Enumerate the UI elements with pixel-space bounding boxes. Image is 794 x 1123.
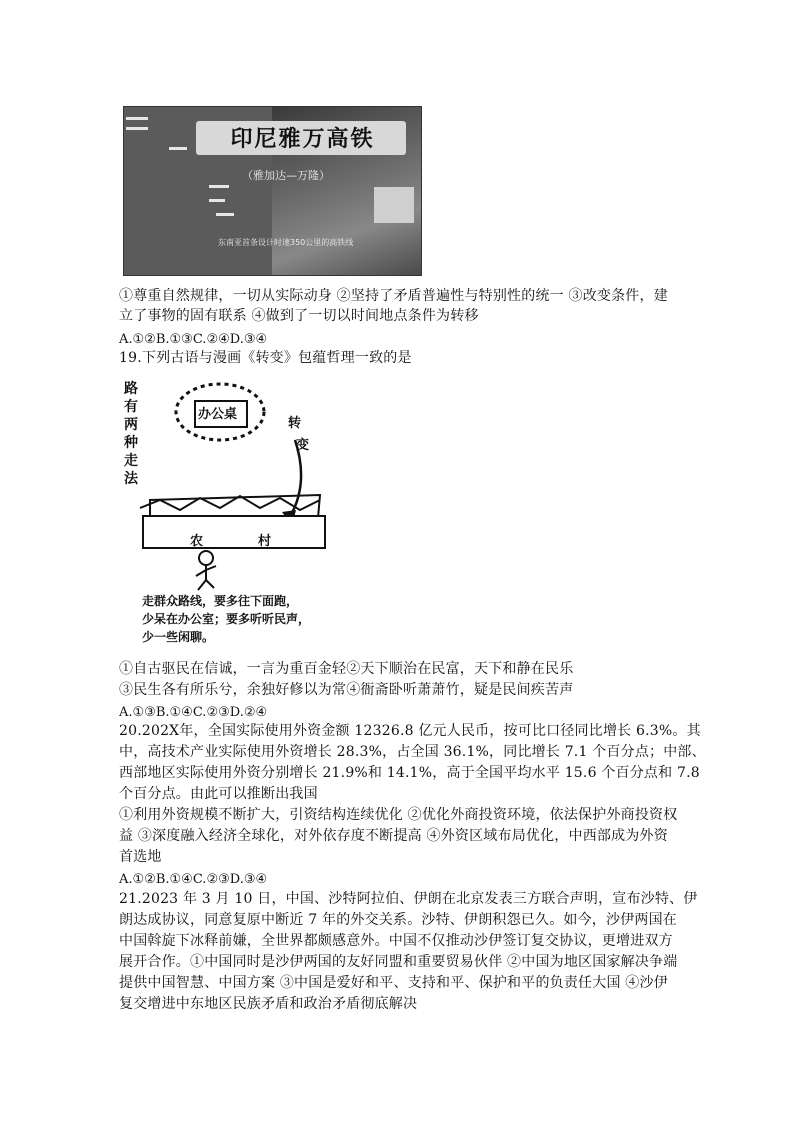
map-label-mark bbox=[126, 127, 148, 130]
railway-photo bbox=[123, 106, 422, 276]
q20-options-line2: 益 ③深度融入经济全球化，对外依存度不断提高 ④外资区域布局优化，中西部成为外资 bbox=[119, 828, 668, 844]
q18-options-line1: ①尊重自然规律，一切从实际动身 ②坚持了矛盾普遍性与特别性的统一 ③改变条件，建 bbox=[119, 288, 668, 304]
q21-stem-line5: 提供中国智慧、中国方案 ③中国是爱好和平、支持和平、保护和平的负责任大国 ④沙伊 bbox=[119, 975, 668, 991]
cartoon-zhuanbian bbox=[120, 370, 330, 650]
q20-stem-line1: 20.202X年，全国实际使用外资金额 12326.8 亿元人民币，按可比口径同比增长 6.3%。其 bbox=[119, 723, 701, 739]
q21-stem-line1: 21.2023 年 3 月 10 日，中国、沙特阿拉伯、伊朗在北京发表三方联合声明，宣布沙特、伊 bbox=[119, 891, 698, 907]
q19-options-line2: ③民生各有所乐兮，余独好修以为常④衙斋卧听萧萧竹，疑是民间疾苦声 bbox=[119, 682, 574, 698]
figure-subtitle: （雅加达—万隆） bbox=[242, 169, 330, 182]
q19-stem: 19.下列古语与漫画《转变》包蕴哲理一致的是 bbox=[119, 350, 412, 366]
village-label-1: 农 bbox=[190, 534, 204, 549]
cartoon-caption-1: 走群众路线，要多往下面跑， bbox=[142, 594, 299, 608]
q21-stem-line4: 展开合作。①中国同时是沙伊两国的友好同盟和重要贸易伙伴 ②中国为地区国家解决争端 bbox=[119, 954, 678, 970]
map-label-mark bbox=[169, 147, 187, 150]
station-building bbox=[374, 187, 414, 223]
q20-options-line3: 首选地 bbox=[119, 849, 162, 865]
q20-stem-line3: 西部地区实际使用外资分别增长 21.9%和 14.1%，高于全国平均水平 15.6 个百分点和 7.8 bbox=[119, 765, 700, 781]
desk-label: 办公桌 bbox=[198, 407, 238, 422]
q18-options-line2: 立了事物的固有联系 ④做到了一切以时间地点条件为转移 bbox=[119, 308, 479, 324]
q21-stem-line3: 中国斡旋下冰释前嫌，全世界都颇感意外。中国不仅推动沙伊签订复交协议，更增进双方 bbox=[119, 933, 673, 949]
map-label-mark bbox=[126, 117, 148, 120]
q21-stem-line2: 朗达成协议，同意复原中断近 7 年的外交关系。沙特、伊朗积怨已久。如今，沙伊两国在 bbox=[119, 912, 678, 928]
cartoon-caption-3: 少一些闲聊。 bbox=[142, 630, 215, 644]
turn-label-1: 转 bbox=[288, 416, 302, 431]
village-label-2: 村 bbox=[258, 534, 272, 549]
village-wall bbox=[142, 515, 326, 549]
cartoon-caption-2: 少呆在办公室；要多听听民声， bbox=[142, 612, 311, 626]
q20-choices: A.①②B.①④C.②③D.③④ bbox=[119, 872, 268, 887]
cartoon-vertical-title: 路有两种走法 bbox=[124, 381, 138, 487]
q20-stem-line4: 个百分点。由此可以推断出我国 bbox=[119, 786, 318, 802]
map-label-mark bbox=[209, 199, 225, 202]
map-label-mark bbox=[216, 213, 234, 216]
q18-choices: A.①②B.①③C.②④D.③④ bbox=[119, 332, 268, 347]
q20-options-line1: ①利用外资规模不断扩大，引资结构连续优化 ②优化外商投资环境，依法保护外商投资权 bbox=[119, 807, 678, 823]
figure-caption: 东南亚首条设计时速350公里的高铁线 bbox=[218, 238, 354, 247]
turn-label-2: 变 bbox=[296, 438, 310, 453]
q19-choices: A.①③B.①④C.②③D.②④ bbox=[119, 705, 268, 720]
q20-stem-line2: 中，高技术产业实际使用外资增长 28.3%，占全国 36.1%，同比增长 7.1 个百分点；中部、 bbox=[119, 744, 706, 760]
figure-title: 印尼雅万高铁 bbox=[230, 127, 375, 152]
map-label-mark bbox=[209, 185, 229, 188]
q21-stem-line6: 复交增进中东地区民族矛盾和政治矛盾彻底解决 bbox=[119, 996, 418, 1012]
q19-options-line1: ①自古驱民在信诚，一言为重百金轻②天下顺治在民富，天下和静在民乐 bbox=[119, 661, 574, 677]
